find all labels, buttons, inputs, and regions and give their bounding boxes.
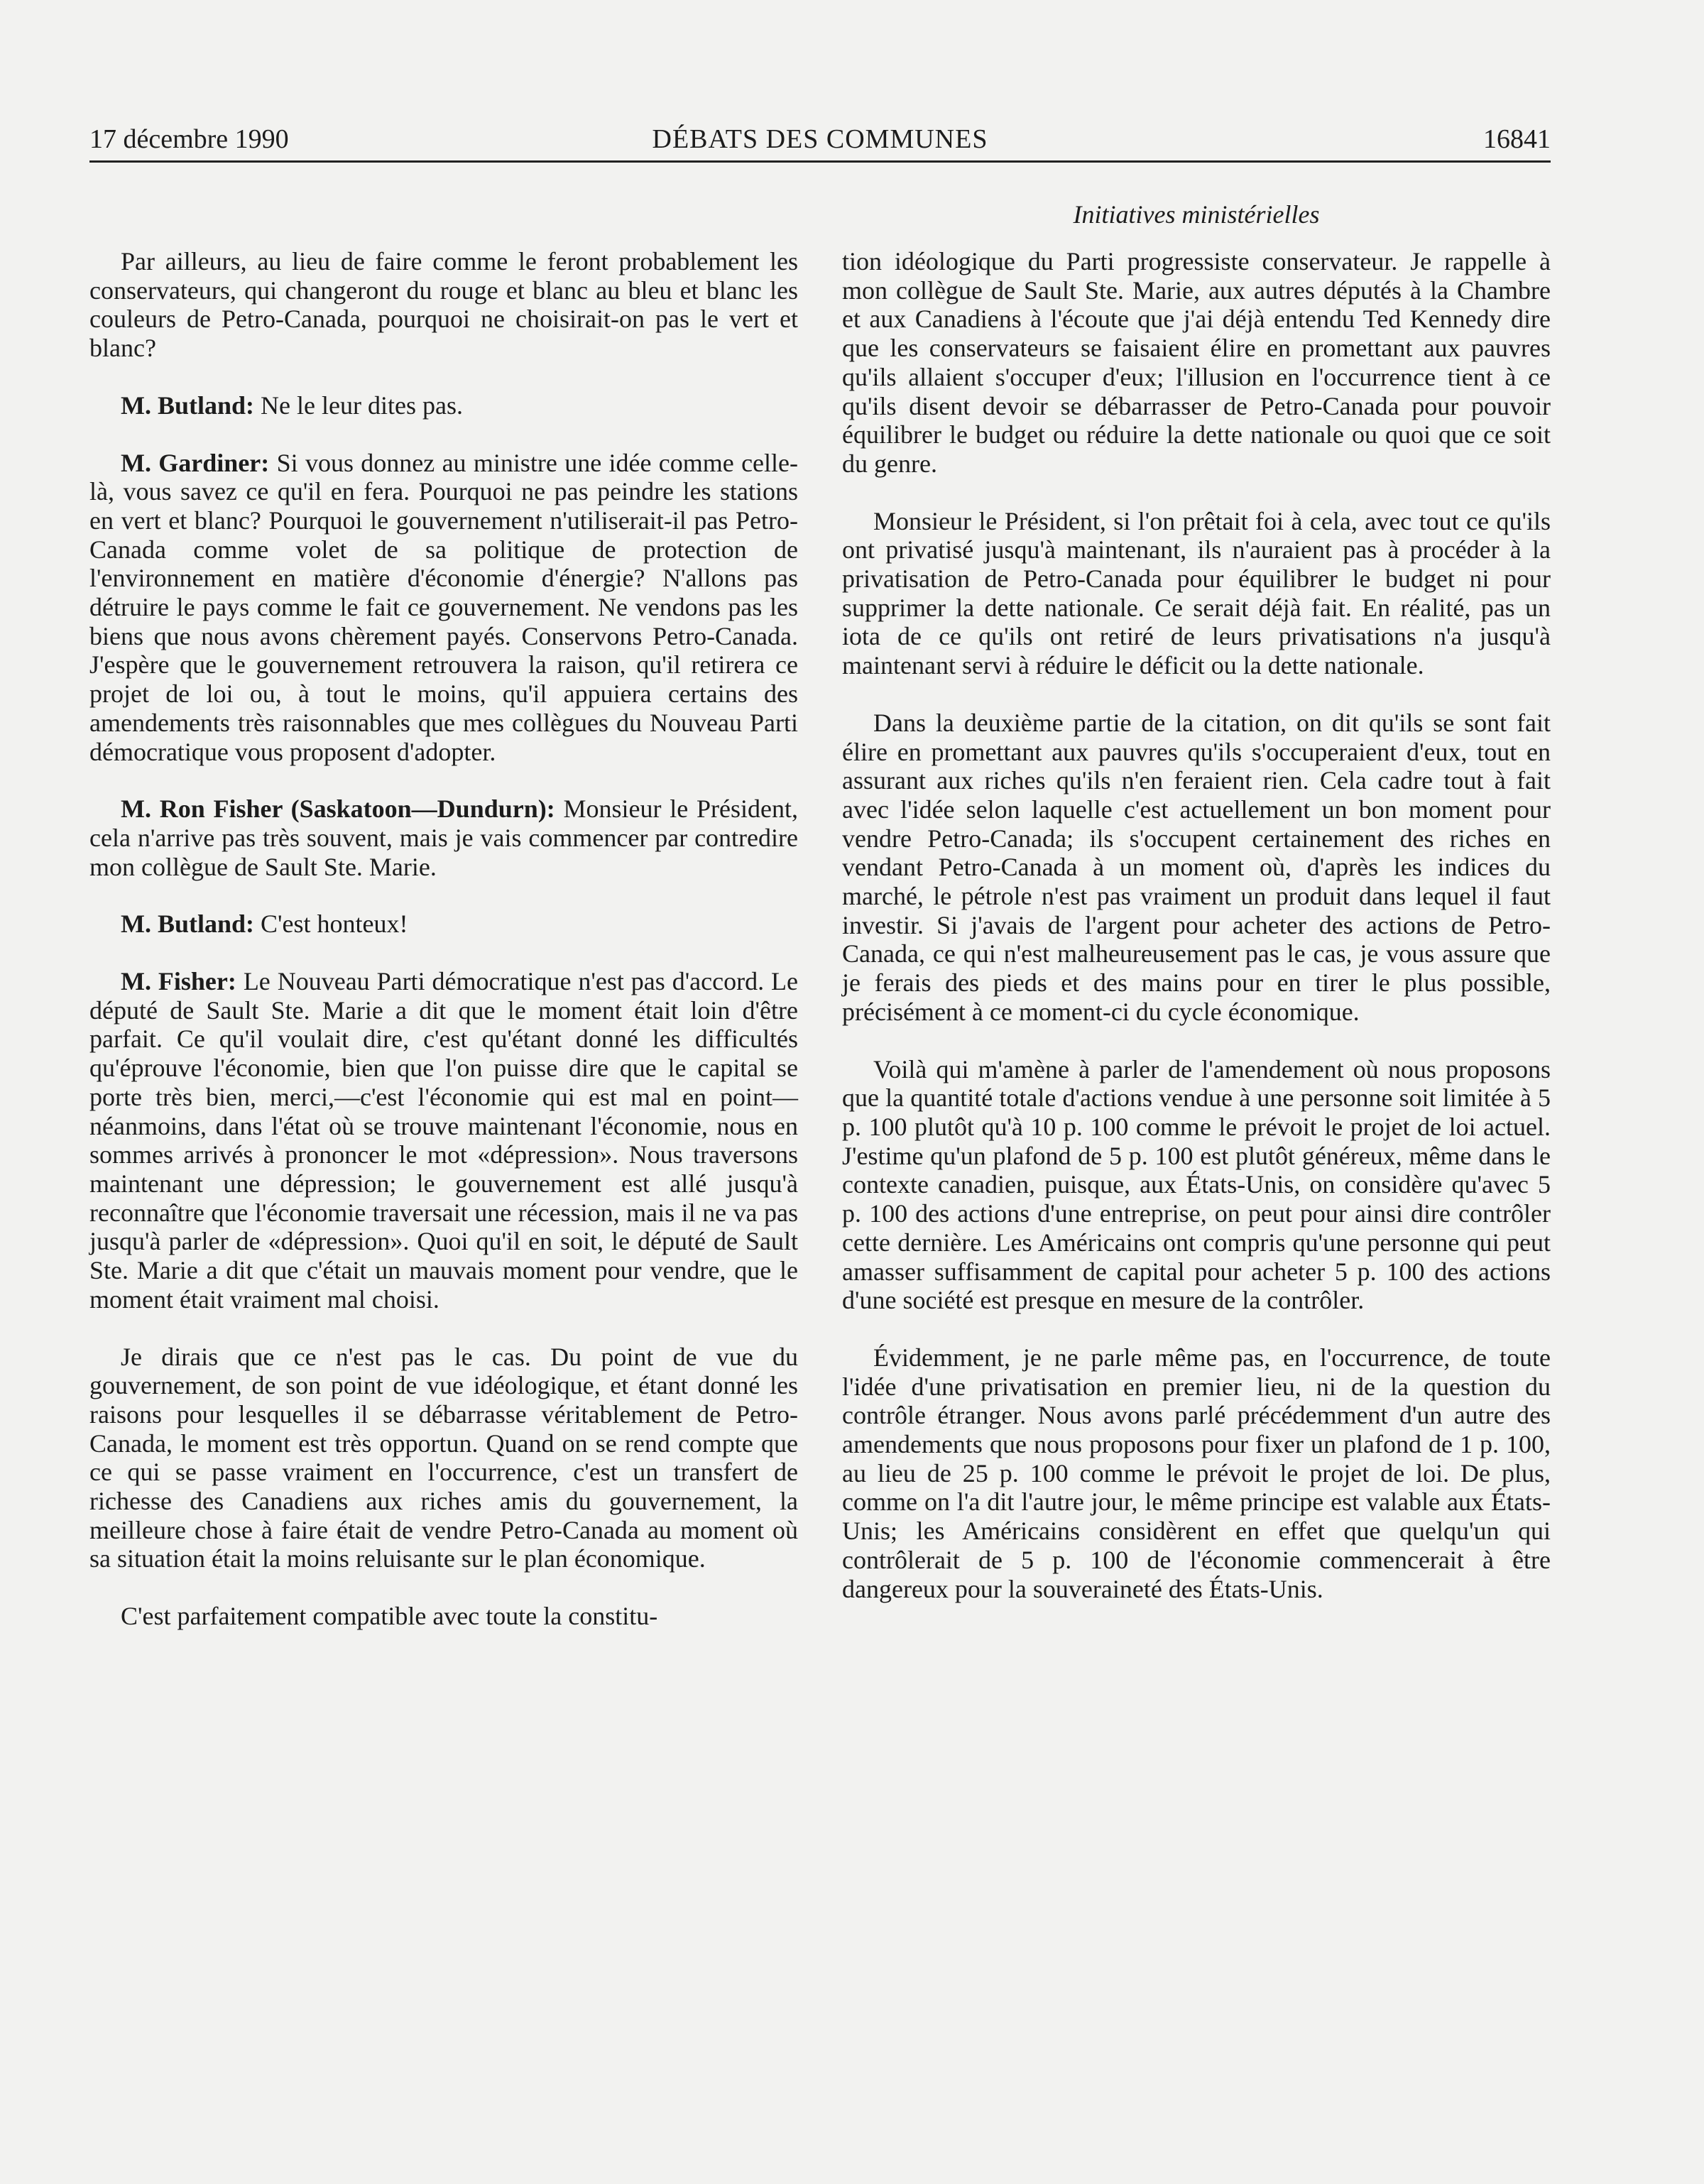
paragraph-text: Je dirais que ce n'est pas le cas. Du point de vue du gouvernement, de son point de vue idéologique, et étant donné les raisons pour lesquelles il se débarrasse véritablement de Petro-Canada, le moment est très opportun. Quand on se rend compte que ce qui se passe vraiment en l'occurrence, c'est un transfert de richesse des Canadiens aux riches amis du gouvernement, la meilleure chose à faire était de vendre Petro-Canada au moment où sa situation était la moins reluisante sur le plan économique. xyxy=(89,1342,798,1573)
paragraph xyxy=(842,709,1551,1027)
paragraph xyxy=(89,449,798,767)
paragraph-text: Ne le leur dites pas. xyxy=(254,391,463,420)
paragraph xyxy=(89,967,798,1314)
paragraph xyxy=(89,391,798,420)
paragraph xyxy=(89,247,798,363)
paragraph-text: Monsieur le Président, si l'on prêtait foi à cela, avec tout ce qu'ils ont privatisé jusqu'à maintenant, ils n'auraient pas à procéder à la privatisation de Petro-Canada pour équilibrer le budget ni pour supprimer la dette nationale. Ce serait déjà fait. En réalité, pas un iota de ce qu'ils ont retiré de leurs privatisations n'a jusqu'à maintenant servi à réduire le déficit ou la dette nationale. xyxy=(842,506,1551,680)
paragraph xyxy=(842,1055,1551,1315)
paragraph-text: Par ailleurs, au lieu de faire comme le feront probablement les conservateurs, qui changeront du rouge et blanc au bleu et blanc les couleurs de Petro-Canada, pourquoi ne choisirait-on pas le vert et blanc? xyxy=(89,247,798,363)
paragraph-text: Si vous donnez au ministre une idée comme celle-là, vous savez ce qu'il en fera. Pourquoi ne pas peindre les stations en vert et blanc? Pourquoi le gouvernement n'utiliserait-il pas Petro-Canada comme volet de sa politique de protection de l'environnement en matière d'économie d'énergie? N'allons pas détruire le pays comme le fait ce gouvernement. Ne vendons pas les biens que nous avons chèrement payés. Conservons Petro-Canada. J'espère que le gouvernement retrouvera la raison, qu'il retirera ce projet de loi ou, à tout le moins, qu'il appuiera certains des amendements très raisonnables que mes collègues du Nouveau Parti démocratique vous proposent d'adopter. xyxy=(89,448,798,766)
page-header xyxy=(89,119,1551,159)
paragraph xyxy=(89,1343,798,1574)
paragraph-text: tion idéologique du Parti progressiste conservateur. Je rappelle à mon collègue de Sault Ste. Marie, aux autres députés à la Chambre et aux Canadiens à l'écoute que j'ai déjà entendu Ted Kennedy dire que les conservateurs se faisaient élire en promettant aux pauvres qu'ils allaient s'occuper d'eux; l'illusion en l'occurrence tient à ce qu'ils disent devoir se débarrasser de Petro-Canada pour pouvoir équilibrer le budget ou réduire la dette nationale ou quoi que ce soit du genre. xyxy=(842,247,1551,478)
paragraph-text: C'est honteux! xyxy=(254,910,408,939)
speaker-name: M. Ron Fisher (Saskatoon—Dundurn): xyxy=(121,795,555,824)
header-rule xyxy=(89,160,1551,163)
paragraph xyxy=(842,247,1551,479)
paragraph-text: Le Nouveau Parti démocratique n'est pas d'accord. Le député de Sault Ste. Marie a dit que le moment était loin d'être parfait. Ce qu'il voulait dire, c'est qu'étant donné les difficultés qu'éprouve l'économie, bien que l'on puisse dire que le capital se porte très bien, merci,—c'est l'économie qui est mal en point—néanmoins, dans l'état où se trouve maintenant l'économie, nous en sommes arrivés à prononcer le mot «dépression». Nous traversons maintenant une dépression; le gouvernement est allé jusqu'à reconnaître que l'économie traversait une récession, mais il ne va pas jusqu'à parler de «dépression». Quoi qu'il en soit, le député de Sault Ste. Marie a dit que c'était un mauvais moment pour vendre, que le moment était vraiment mal choisi. xyxy=(89,967,799,1314)
speaker-name: M. Butland: xyxy=(121,391,255,420)
header-title: DÉBATS DES COMMUNES xyxy=(652,124,988,154)
paragraph-text: Monsieur le Président, cela n'arrive pas très souvent, mais je vais commencer par contredire mon collègue de Sault Ste. Marie. xyxy=(89,795,798,881)
speaker-name: M. Butland: xyxy=(121,910,255,939)
paragraph-text: Dans la deuxième partie de la citation, on dit qu'ils se sont fait élire en promettant aux pauvres qu'ils s'occuperaient d'eux, tout en assurant aux riches qu'ils n'en feraient rien. Cela cadre tout à fait avec l'idée selon laquelle c'est actuellement un bon moment pour vendre Petro-Canada; ils s'occupent certainement des riches en vendant Petro-Canada à un moment où, d'après les indices du marché, le pétrole n'est pas vraiment un produit dans lequel il faut investir. Si j'avais de l'argent pour acheter des actions de Petro-Canada, ce qui n'est malheureusement pas le cas, je vous assure que je ferais des pieds et des mains pour en tirer le plus possible, précisément à ce moment-ci du cycle économique. xyxy=(842,708,1551,1026)
speaker-name: M. Gardiner: xyxy=(121,448,270,477)
right-column xyxy=(842,247,1551,1632)
header-page-number: 16841 xyxy=(1483,124,1551,154)
paragraph-text: C'est parfaitement compatible avec toute la constitu- xyxy=(121,1602,658,1631)
section-title: Initiatives ministérielles xyxy=(1073,200,1320,229)
left-column xyxy=(89,247,798,1659)
paragraph xyxy=(89,1602,798,1631)
paragraph xyxy=(842,507,1551,680)
paragraph xyxy=(89,910,798,939)
paragraph-text: Évidemment, je ne parle même pas, en l'occurrence, de toute l'idée d'une privatisation en premier lieu, ni de la question du contrôle étranger. Nous avons parlé précédemment d'un autre des amendements que nous proposons pour fixer un plafond de 1 p. 100, au lieu de 25 p. 100 comme le prévoit le projet de loi. De plus, comme on l'a dit l'autre jour, le même principe est valable aux États-Unis; les Américains considèrent en effet que quelqu'un qui contrôlerait de 5 p. 100 de l'économie commencerait à être dangereux pour la souveraineté des États-Unis. xyxy=(842,1343,1551,1603)
header-date: 17 décembre 1990 xyxy=(89,124,289,154)
speaker-name: M. Fisher: xyxy=(121,967,236,996)
paragraph-text: Voilà qui m'amène à parler de l'amendement où nous proposons que la quantité totale d'actions vendue à une personne soit limitée à 5 p. 100 plutôt qu'à 10 p. 100 comme le prévoit le projet de loi actuel. J'estime qu'un plafond de 5 p. 100 est plutôt généreux, même dans le contexte canadien, puisque, aux États-Unis, on considère qu'avec 5 p. 100 des actions d'une entreprise, on peut pour ainsi dire contrôler cette dernière. Les Américains ont compris qu'une personne qui peut amasser suffisamment de capital pour acheter 5 p. 100 des actions d'une société est presque en mesure de la contrôler. xyxy=(842,1054,1551,1315)
paragraph xyxy=(842,1343,1551,1603)
paragraph xyxy=(89,795,798,881)
